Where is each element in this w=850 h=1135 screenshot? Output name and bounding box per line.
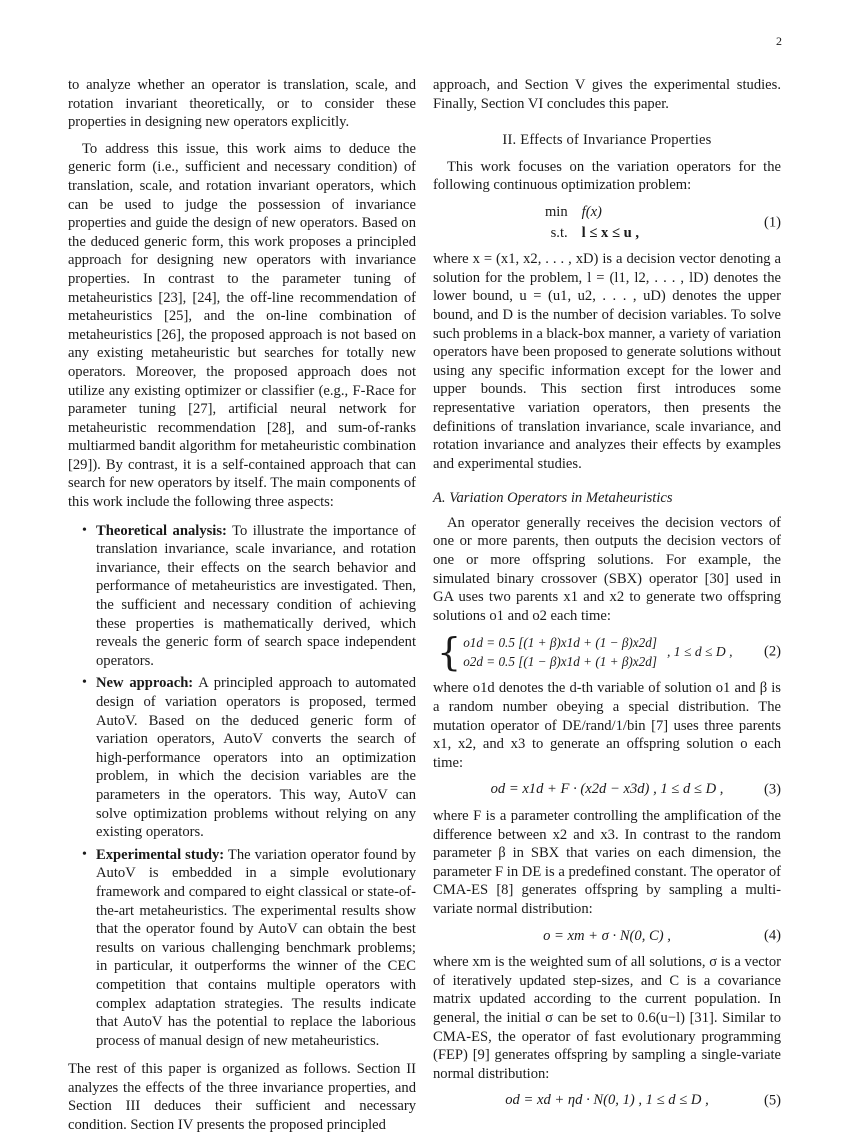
aspect-text: To illustrate the importance of translation invariance, scale invariance, and rotation invariance, their effects on the search behavior and performance of metaheuristics are investigated. Then, the sufficient and necessary condition of achieving these properties is mathematically derived, which reveals the generic form of search space independent operators. [96,522,416,669]
eq1-objective: f(x) [581,203,602,220]
aspect-item-theoretical [96,522,416,671]
eq3-number: (3) [763,781,781,798]
paragraph-where-o1d: where o1d denotes the d-th variable of solution o1 and β is a random number obeying a special distribution. The mutation operator of DE/rand/1/bin [7] uses three parents x1, x2, and x3 to generate an offspring solution o each time: [433,680,781,771]
paragraph-operator: An operator generally receives the decision vectors of one or more parents, then outputs the decision vectors of one or more offspring solutions. For example, the simulated binary crossover (SBX) operator [30] used in GA uses two parents x1 and x2 to generate two offspring solutions o1 and o2 each time: [433,514,781,624]
eq1-number: (1) [763,214,781,231]
eq5-number: (5) [763,1092,781,1109]
aspects-list [68,522,416,1051]
aspect-text: The variation operator found by AutoV is embedded in a simple evolutionary framework and compared to eight classical or state-of-the-art metaheuristics. The experimental results show that the operator found by AutoV can obtain the best results on various challenging benchmark problems; in particular, it outperforms the winner of the CEC competition that contains multiple operators with complex adaptation strategies. The results indicate that AutoV has the potential to replace the laborious process of manual design of new metaheuristics. [96,846,416,1049]
eq3-text: od = x1d + F · (x2d − x3d) , 1 ≤ d ≤ D , [490,781,724,798]
eq2-line-2: o2d = 0.5 [(1 − β)x1d + (1 + β)x2d] [463,654,657,670]
aspect-text: A principled approach to automated design of variation operators is proposed, termed AutoV. Based on the deduced generic form of variation operators, AutoV converts the search of high-performance operators into an optimization problem, in which the decision variables are the parameters in the operators. This way, AutoV can solve optimization problems without relying on any existing operators. [96,675,416,841]
aspect-term: New approach: [96,675,194,692]
eq1-constraint: l ≤ x ≤ u , [581,224,640,241]
equation-5 [433,1091,781,1110]
section-heading: II. Effects of Invariance Properties [502,132,712,149]
paragraph-where-x: where x = (x1, x2, . . . , xD) is a decision vector denoting a solution for the problem, l = (l1, l2, . . . , lD) denotes the lower bound, u = (u1, u2, . . . , uD) denotes the upper bound, and D is the number of decision variables. To solve such problems in a black-box manner, a variety of variation operators have been proposed to generate solutions without using any specific information except for the lower and upper bounds. This section first introduces some representative variation operators, then presents the definitions of translation invariance, scale invariance, and rotation invariance and analyzes their effects by examples and experimental studies. [433,251,781,472]
eq1-st-label: s.t. [550,224,568,241]
subsection-heading: A. Variation Operators in Metaheuristics [433,490,673,507]
eq2-condition: , 1 ≤ d ≤ D , [666,644,733,660]
equation-3 [433,780,781,799]
equation-2 [433,630,781,675]
equation-4 [433,927,781,946]
left-column [68,76,416,1135]
right-column [433,76,781,1118]
paragraph-where-xm: where xm is the weighted sum of all solutions, σ is a vector of iteratively updated step-sizes, and C is a covariance matrix updated according to the current population. In general, the initial σ can be set to 0.6(u−l) [31]. Similar to CMA-ES, the operator of fast evolutionary programming (FEP) [9] generates offspring by sampling a single-variate normal distribution: [433,954,781,1082]
aspect-term: Theoretical analysis: [96,522,227,539]
paragraph-continue: approach, and Section V gives the experimental studies. Finally, Section VI concludes this paper. [433,77,781,112]
aspect-term: Experimental study: [96,846,225,863]
eq1-min-label: min [544,203,568,220]
paragraph-where-F: where F is a parameter controlling the amplification of the difference between x2 and x3. In contrast to the random parameter β in SBX that varies on each dimension, the parameter F in DE is a predefined constant. The operator of CMA-ES [8] generates offspring by sampling a multi-variate normal distribution: [433,808,781,917]
paragraph-rest: The rest of this paper is organized as follows. Section II analyzes the effects of the three invariance properties, and Section III deduces their sufficient and necessary condition. Section IV presents the proposed principled [68,1061,416,1134]
eq2-brace-icon: { [437,630,462,675]
eq4-number: (4) [763,927,781,944]
aspect-item-approach [96,674,416,841]
eq4-text: o = xm + σ · N(0, C) , [543,927,671,944]
paragraph-intro-end: to analyze whether an operator is translation, scale, and rotation invariant theoretically, or to consider these properties in designing new operators explicitly. [68,77,416,131]
eq2-number: (2) [763,644,781,661]
paragraph-focus: This work focuses on the variation operators for the following continuous optimization problem: [433,158,781,194]
eq2-line-1: o1d = 0.5 [(1 + β)x1d + (1 − β)x2d] [463,635,657,651]
paragraph-address: To address this issue, this work aims to deduce the generic form (i.e., sufficient and necessary condition) of translation, scale, and rotation invariant operators, which can be used to judge the possession of invariance properties and guide the design of new operators. Based on the deduced generic form, this work proposes a principled approach for designing new operators with invariance properties. In contrast to the parameter tuning of metaheuristics [23], [24], the off-line recommendation of metaheuristics [25], and the on-line combination of metaheuristics [26], the proposed approach is not based on any existing metaheuristic but searches for totally new operators. Moreover, the proposed approach does not utilize any existing optimizer or classifier (e.g., F-Race for parameter tuning [27], artificial neural network for metaheuristic recommendation [28], and sum-of-ranks multiarmed bandit algorithm for metaheuristic combination [29]). By contrast, it is a self-contained approach that can search for new operators by itself. The main components of this work include the following three aspects: [68,140,416,511]
aspect-item-experimental [96,846,416,1051]
page-number: 2 [776,34,782,48]
equation-1 [433,203,781,242]
eq5-text: od = xd + ηd · N(0, 1) , 1 ≤ d ≤ D , [505,1092,709,1109]
